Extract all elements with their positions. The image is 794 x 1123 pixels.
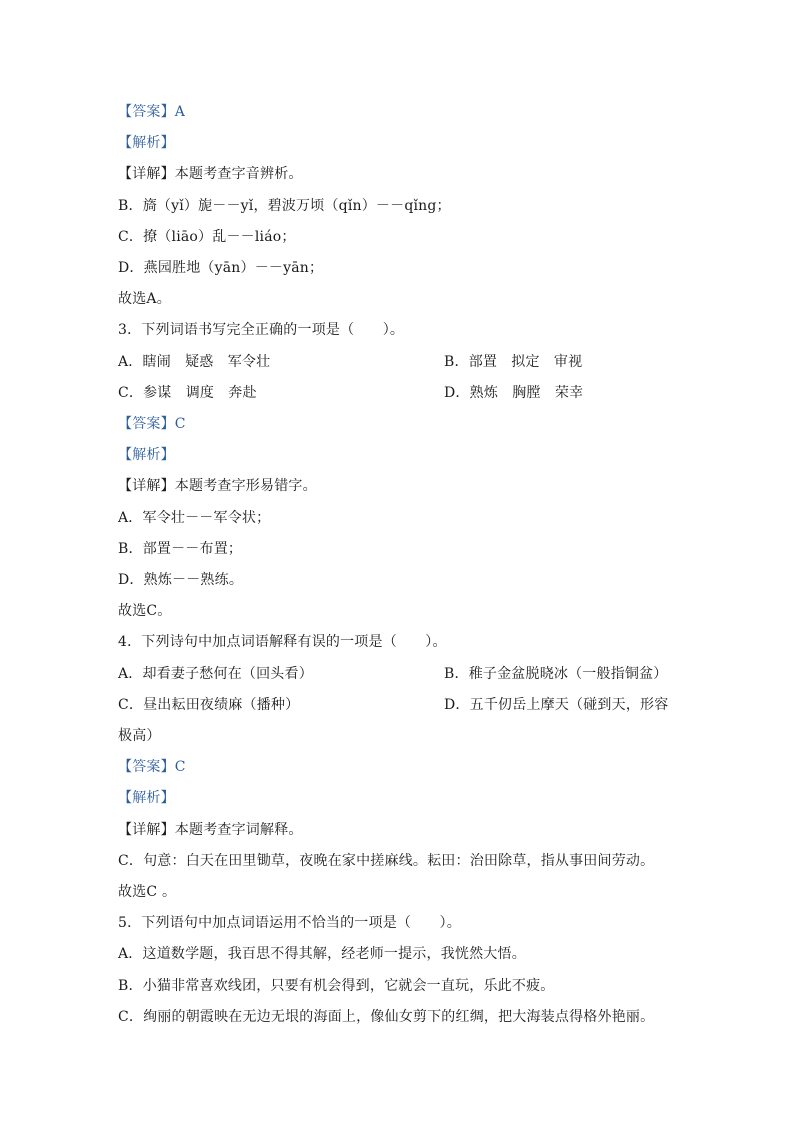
q3-detail: 【详解】本题考查字形易错字。 — [118, 478, 317, 494]
q4-option-d: D．五千仞岳上摩天（碰到天，形容 — [444, 697, 669, 713]
q2-conclusion: 故选A。 — [118, 291, 171, 307]
q4-option-c: C．昼出耘田夜绩麻（播种） — [118, 697, 300, 713]
q3-option-d: D．熟炼 胸膛 荣幸 — [444, 385, 584, 401]
q3-option-a: A．瞎闹 疑惑 军令壮 — [118, 354, 271, 370]
q3-stem: 3．下列词语书写完全正确的一项是（ ）。 — [118, 322, 405, 338]
q4-detail: 【详解】本题考查字词解释。 — [118, 822, 303, 838]
q3-conclusion: 故选C。 — [118, 603, 172, 619]
q2-line-b: B．旖（yǐ）旎－－yǐ，碧波万顷（qǐn）－－qǐng； — [118, 198, 451, 214]
q4-option-a: A．却看妻子愁何在（回头看） — [118, 666, 313, 682]
q5-option-a: A．这道数学题，我百思不得其解，经老师一提示，我恍然大悟。 — [118, 946, 526, 962]
q3-line-d: D．熟炼－－熟练。 — [118, 572, 244, 588]
q3-option-b: B．部置 拟定 审视 — [444, 354, 583, 370]
q2-line-c: C．撩（liāo）乱－－liáo； — [118, 229, 296, 245]
q2-detail: 【详解】本题考查字音辨析。 — [118, 166, 303, 182]
q3-analysis: 【解析】 — [118, 447, 175, 463]
q4-line-c: C．句意：白天在田里锄草，夜晚在家中搓麻线。耘田：治田除草，指从事田间劳动。 — [118, 853, 655, 869]
q3-option-c: C．参谋 调度 奔赴 — [118, 385, 257, 401]
q4-conclusion: 故选C 。 — [118, 884, 177, 900]
q5-option-b: B．小猫非常喜欢线团，只要有机会得到，它就会一直玩，乐此不疲。 — [118, 978, 555, 994]
q3-line-a: A．军令壮－－军令状； — [118, 510, 271, 526]
q2-analysis: 【解析】 — [118, 135, 175, 151]
q5-option-c: C．绚丽的朝霞映在无边无垠的海面上，像仙女剪下的红绸，把大海装点得格外艳丽。 — [118, 1009, 655, 1025]
q4-stem: 4．下列诗句中加点词语解释有误的一项是（ ）。 — [118, 634, 447, 650]
q3-line-b: B．部置－－布置； — [118, 541, 243, 557]
q3-answer: 【答案】C — [118, 416, 186, 432]
q5-stem: 5．下列语句中加点词语运用不恰当的一项是（ ）。 — [118, 915, 461, 931]
q4-option-d-continued: 极高） — [118, 728, 161, 744]
q2-answer: 【答案】A — [118, 104, 186, 120]
q4-option-b: B．稚子金盆脱晓冰（一般指铜盆） — [444, 666, 668, 682]
q4-answer: 【答案】C — [118, 759, 186, 775]
q2-line-d: D．燕园胜地（yān）－－yān； — [118, 260, 324, 276]
q4-analysis: 【解析】 — [118, 790, 175, 806]
